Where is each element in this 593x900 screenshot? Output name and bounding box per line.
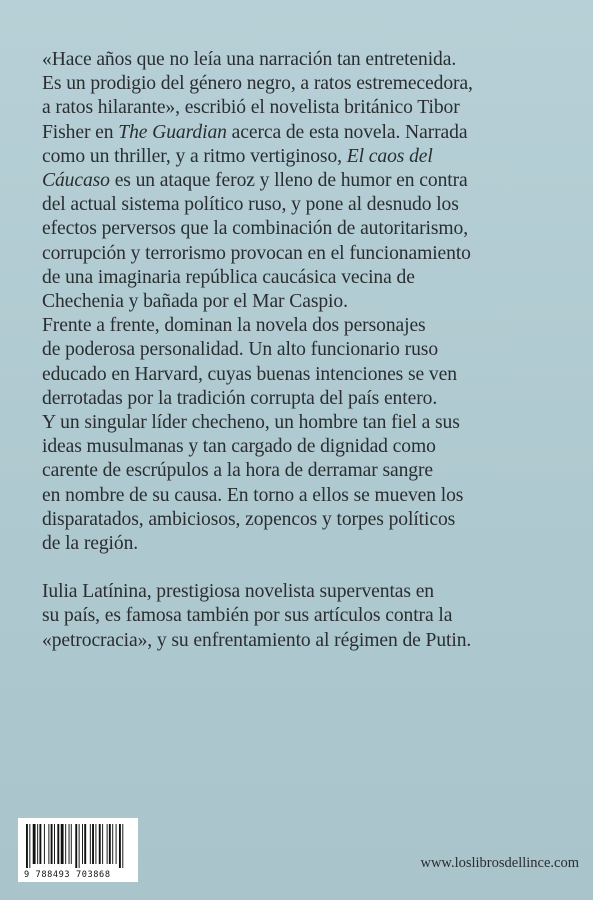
- barcode-bar: [37, 824, 38, 864]
- barcode-bar: [65, 824, 66, 864]
- p1-line: a ratos hilarante», escribió el novelista británico Tibor: [42, 97, 460, 119]
- barcode-bar: [39, 824, 41, 864]
- p1-line: ideas musulmanas y tan cargado de dignidad como: [42, 436, 436, 458]
- p1-line: Y un singular líder checheno, un hombre tan fiel a sus: [42, 412, 460, 434]
- blurb-paragraph-2: [42, 580, 562, 653]
- barcode-bar: [116, 824, 117, 864]
- p1-line: disparatados, ambiciosos, zopencos y torpes políticos: [42, 508, 456, 530]
- italic-title: Cáucaso: [42, 170, 110, 192]
- p1-line: de la región.: [42, 533, 139, 555]
- barcode-bar: [69, 824, 70, 864]
- barcode-bar: [75, 824, 77, 868]
- p1-line: como un thriller, y a ritmo vertiginoso, El caos del: [42, 145, 433, 167]
- barcode-bar: [92, 824, 94, 864]
- barcode-bar: [122, 824, 123, 868]
- p2-line: Iulia Latínina, prestigiosa novelista superventas en: [42, 581, 435, 603]
- barcode-bar: [107, 824, 108, 864]
- barcode-bar: [54, 824, 55, 864]
- p1-line: Es un prodigio del género negro, a ratos estremecedora,: [42, 73, 473, 95]
- p1-line: de poderosa personalidad. Un alto funcionario ruso: [42, 339, 439, 361]
- p1-line: efectos perversos que la combinación de autoritarismo,: [42, 218, 469, 240]
- p1-line: en nombre de su causa. En torno a ellos se mueven los: [42, 484, 464, 506]
- barcode-bar: [82, 824, 83, 864]
- italic-title: El caos del: [346, 145, 433, 167]
- barcode-bar: [99, 824, 101, 864]
- p1-line: Chechenia y bañada por el Mar Caspio.: [42, 291, 348, 313]
- barcode-bar: [48, 824, 49, 864]
- barcode-bar: [71, 824, 72, 864]
- barcode-bar: [90, 824, 91, 864]
- p1-line: carente de escrúpulos a la hora de derramar sangre: [42, 460, 434, 482]
- p2-line: su país, es famosa también por sus artículos contra la: [42, 605, 453, 627]
- italic-title: The Guardian: [118, 121, 227, 143]
- p1-line: educado en Harvard, cuyas buenas intenciones se ven: [42, 363, 457, 385]
- publisher-website: www.loslibrosdellince.com: [420, 855, 579, 871]
- p2-line: «petrocracia», y su enfrentamiento al régimen de Putin.: [42, 629, 472, 651]
- barcode-bars: [26, 824, 130, 868]
- p1-line: Cáucaso es un ataque feroz y lleno de humor en contra: [42, 170, 468, 192]
- isbn-barcode: [18, 818, 138, 882]
- barcode-bar: [29, 824, 30, 868]
- p1-line: Fisher en The Guardian acerca de esta novela. Narrada: [42, 121, 468, 143]
- barcode-bar: [51, 824, 53, 864]
- p1-line: del actual sistema político ruso, y pone al desnudo los: [42, 194, 459, 216]
- barcode-bar: [79, 824, 80, 868]
- barcode-bar: [112, 824, 113, 864]
- barcode-bar: [84, 824, 86, 864]
- barcode-bar: [102, 824, 103, 864]
- barcode-bar: [33, 824, 36, 864]
- isbn-number: 9 788493 703868: [24, 870, 111, 880]
- barcode-bar: [61, 824, 64, 864]
- barcode-bar: [57, 824, 59, 864]
- barcode-bar: [44, 824, 45, 864]
- barcode-bar: [95, 824, 96, 864]
- p1-line: Frente a frente, dominan la novela dos personajes: [42, 315, 426, 337]
- barcode-bar: [119, 824, 121, 868]
- p1-line: derrotadas por la tradición corrupta del país entero.: [42, 387, 438, 409]
- barcode-bar: [26, 824, 28, 868]
- p1-line: corrupción y terrorismo provocan en el funcionamiento: [42, 242, 471, 264]
- p1-line: de una imaginaria república caucásica vecina de: [42, 266, 415, 288]
- blurb-paragraph-1: [42, 48, 562, 556]
- paragraph-gap: [42, 556, 562, 580]
- barcode-bar: [109, 824, 111, 864]
- blurb-text: [42, 48, 562, 653]
- p1-line: «Hace años que no leía una narración tan entretenida.: [42, 49, 457, 70]
